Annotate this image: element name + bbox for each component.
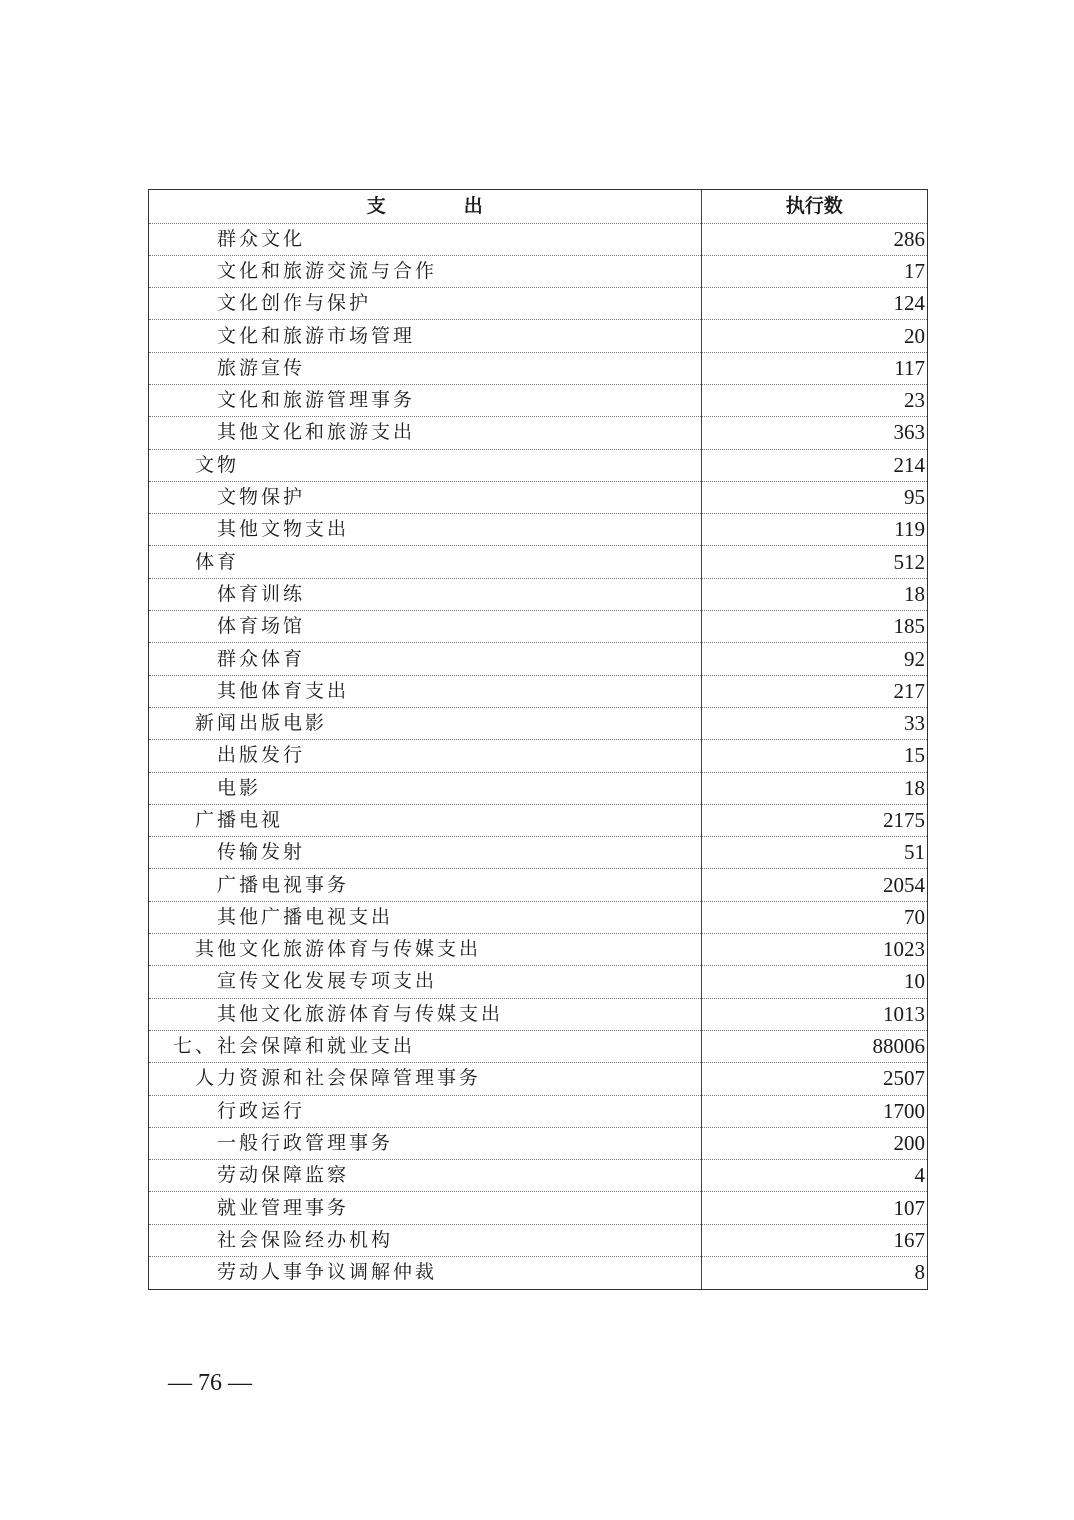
table-row — [149, 1063, 927, 1095]
table-row — [149, 1095, 927, 1127]
table-row — [149, 740, 927, 772]
row-item-name: 群众体育 — [149, 643, 701, 675]
table-row — [149, 417, 927, 449]
row-item-value: 124 — [701, 288, 927, 320]
row-item-value: 18 — [701, 578, 927, 610]
row-item-value: 4 — [701, 1160, 927, 1192]
row-item-name: 其他文物支出 — [149, 514, 701, 546]
row-item-value: 512 — [701, 546, 927, 578]
row-item-value: 8 — [914, 1260, 925, 1285]
row-item-value: 119 — [701, 514, 927, 546]
table-row — [149, 255, 927, 287]
row-item-value: 1013 — [701, 998, 927, 1030]
row-item-name: 广播电视 — [149, 804, 701, 836]
row-item-value: 23 — [701, 384, 927, 416]
row-item-value: 88006 — [701, 1030, 927, 1062]
row-item-value: 18 — [701, 772, 927, 804]
row-item-name: 其他文化旅游体育与传媒支出 — [149, 998, 701, 1030]
table-row — [149, 1192, 927, 1224]
table-row — [149, 901, 927, 933]
table-row — [149, 611, 927, 643]
row-item-value: 214 — [701, 449, 927, 481]
table-row — [149, 1224, 927, 1256]
header-executed-amount: 执行数 — [701, 190, 927, 223]
table-row — [149, 384, 927, 416]
table-row — [149, 1127, 927, 1159]
row-item-value: 95 — [701, 481, 927, 513]
row-item-name: 其他广播电视支出 — [149, 901, 701, 933]
row-item-value: 107 — [701, 1192, 927, 1224]
table-header-row — [149, 190, 927, 223]
table-row — [149, 772, 927, 804]
table-row — [149, 707, 927, 739]
row-item-name: 其他文化和旅游支出 — [149, 417, 701, 449]
row-item-name: 文物 — [149, 449, 701, 481]
table-row — [149, 546, 927, 578]
page-number: — 76 — — [168, 1370, 252, 1396]
row-item-value: 2507 — [701, 1063, 927, 1095]
table-row — [149, 320, 927, 352]
header-expenditure-left: 支 — [366, 194, 386, 217]
row-item-name: 其他文化旅游体育与传媒支出 — [149, 934, 701, 966]
header-expenditure — [149, 190, 701, 223]
row-item-value: 1700 — [701, 1095, 927, 1127]
row-item-name: 新闻出版电影 — [149, 707, 701, 739]
table-row — [149, 352, 927, 384]
row-item-name: 七、社会保障和就业支出 — [149, 1030, 701, 1062]
row-item-name: 群众文化 — [149, 223, 701, 255]
row-item-name: 传输发射 — [149, 837, 701, 869]
row-item-name: 人力资源和社会保障管理事务 — [149, 1063, 701, 1095]
table-row — [149, 1030, 927, 1062]
row-item-name: 电影 — [149, 772, 701, 804]
row-item-value: 286 — [701, 223, 927, 255]
row-item-value: 2054 — [701, 869, 927, 901]
row-item-value: 363 — [701, 417, 927, 449]
row-item-name: 文化创作与保护 — [149, 288, 701, 320]
row-item-value: 15 — [701, 740, 927, 772]
table-row — [149, 1160, 927, 1192]
row-item-value: 1023 — [701, 934, 927, 966]
row-item-value: 10 — [701, 966, 927, 998]
row-item-value: 51 — [701, 837, 927, 869]
row-item-value: 217 — [701, 675, 927, 707]
row-item-name: 体育场馆 — [149, 611, 701, 643]
row-item-value: 20 — [701, 320, 927, 352]
row-item-name: 社会保险经办机构 — [149, 1224, 701, 1256]
row-item-name: 广播电视事务 — [149, 869, 701, 901]
row-item-value: 167 — [701, 1224, 927, 1256]
table-row — [149, 804, 927, 836]
expenditure-table-grid — [149, 190, 927, 1289]
row-item-name: 文化和旅游交流与合作 — [149, 255, 701, 287]
table-row — [149, 675, 927, 707]
table-row — [149, 966, 927, 998]
table-row — [149, 998, 927, 1030]
table-row — [149, 934, 927, 966]
row-item-value: 33 — [701, 707, 927, 739]
row-item-name: 体育 — [149, 546, 701, 578]
row-item-name: 文化和旅游市场管理 — [149, 320, 701, 352]
table-row — [149, 578, 927, 610]
row-item-name: 行政运行 — [149, 1095, 701, 1127]
table-row — [149, 869, 927, 901]
row-item-name: 其他体育支出 — [149, 675, 701, 707]
table-body — [149, 223, 927, 1289]
row-item-value: 200 — [701, 1127, 927, 1159]
row-item-value: 70 — [701, 901, 927, 933]
row-item-value: 117 — [701, 352, 927, 384]
row-item-name: 就业管理事务 — [149, 1192, 701, 1224]
row-item-value: 2175 — [701, 804, 927, 836]
row-item-name: 劳动人事争议调解仲裁 — [149, 1257, 701, 1289]
table-row — [149, 449, 927, 481]
table-row — [149, 481, 927, 513]
table-row — [149, 1257, 927, 1289]
row-item-value: 17 — [701, 255, 927, 287]
expenditure-table — [148, 189, 928, 1290]
row-item-value: 185 — [701, 611, 927, 643]
row-item-name: 宣传文化发展专项支出 — [149, 966, 701, 998]
table-row — [149, 643, 927, 675]
header-expenditure-right: 出 — [463, 194, 483, 217]
table-row — [149, 837, 927, 869]
row-item-name: 一般行政管理事务 — [149, 1127, 701, 1159]
row-item-name: 出版发行 — [149, 740, 701, 772]
row-item-name: 文物保护 — [149, 481, 701, 513]
table-row — [149, 223, 927, 255]
row-item-value: 92 — [701, 643, 927, 675]
table-row — [149, 514, 927, 546]
table-row — [149, 288, 927, 320]
row-item-name: 旅游宣传 — [149, 352, 701, 384]
row-item-name: 体育训练 — [149, 578, 701, 610]
row-item-name: 劳动保障监察 — [149, 1160, 701, 1192]
row-item-name: 文化和旅游管理事务 — [149, 384, 701, 416]
